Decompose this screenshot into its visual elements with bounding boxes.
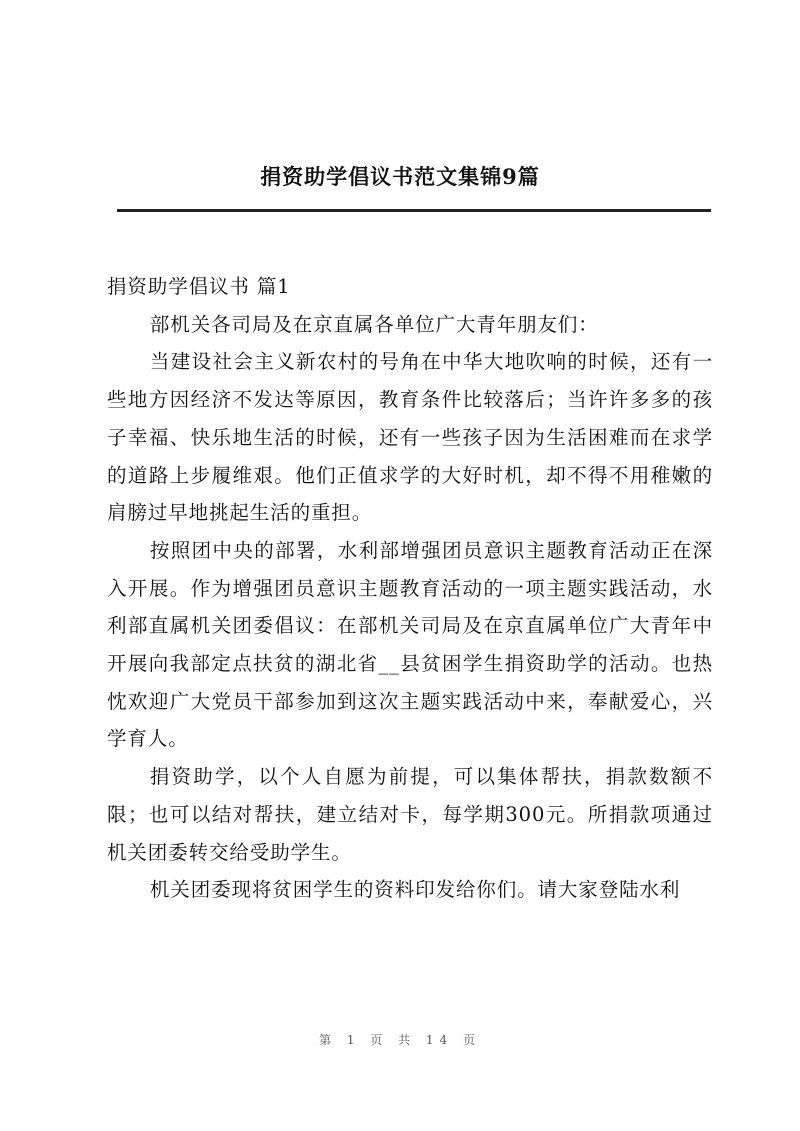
paragraph-2: 按照团中央的部署，水利部增强团员意识主题教育活动正在深入开展。作为增强团员意识主题教育活动的一项主题实践活动，水利部直属机关团委倡议：在部机关司局及在京直属单位广大青年中开展向我部定点扶贫的湖北省__县贫困学生捐资助学的活动。也热忱欢迎广大党员干部参加到这次主题实践活动中来，奉献爱心，兴学育人。 bbox=[107, 538, 713, 751]
paragraph-1: 当建设社会主义新农村的号角在中华大地吹响的时候，还有一些地方因经济不发达等原因，教育条件比较落后；当许许多多的孩子幸福、快乐地生活的时候，还有一些孩子因为生活困难而在求学的道路上步履维艰。他们正值求学的大好时机，却不得不用稚嫩的肩膀过早地挑起生活的重担。 bbox=[107, 350, 713, 525]
paragraph-3: 捐资助学，以个人自愿为前提，可以集体帮扶，捐款数额不限；也可以结对帮扶，建立结对卡，每学期300元。所捐款项通过机关团委转交给受助学生。 bbox=[107, 765, 713, 864]
section-heading: 捐资助学倡议书 篇1 bbox=[107, 275, 291, 298]
title-underline-rule bbox=[117, 209, 711, 212]
paragraph-4: 机关团委现将贫困学生的资料印发给你们。请大家登陆水利 bbox=[149, 878, 681, 902]
page-footer: 第 1 页 共 14 页 bbox=[319, 1033, 481, 1047]
document-title: 捐资助学倡议书范文集锦9篇 bbox=[260, 164, 540, 189]
paragraph-salutation: 部机关各司局及在京直属各单位广大青年朋友们： bbox=[149, 312, 599, 336]
document-body bbox=[107, 268, 713, 909]
